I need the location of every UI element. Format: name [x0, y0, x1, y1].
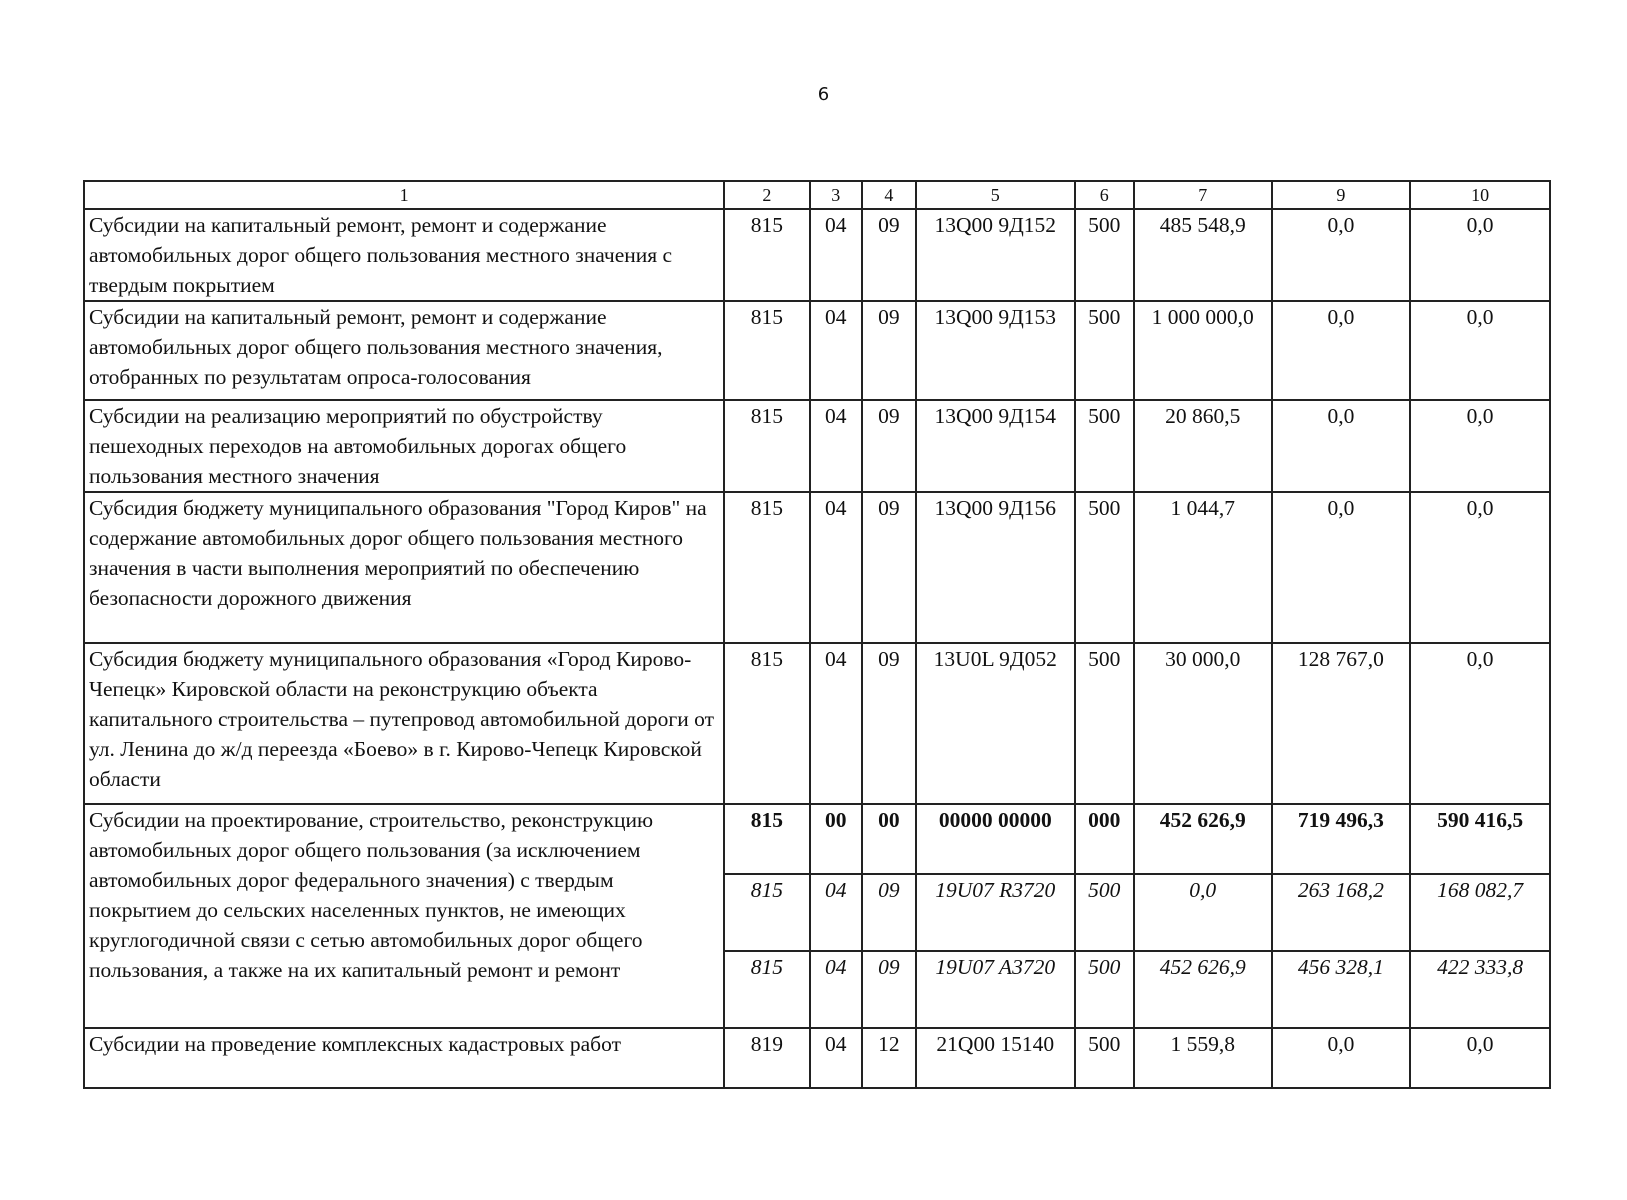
cell-section: 04: [810, 492, 862, 643]
cell-amount-col10: 590 416,5: [1410, 804, 1550, 874]
cell-expense-type: 500: [1075, 1028, 1134, 1088]
column-header-row: [84, 181, 1550, 209]
row-name: Субсидии на капитальный ремонт, ремонт и содержание автомобильных дорог общего пользования местного значения, отобранных по результатам опроса-голосования: [84, 301, 724, 400]
page-number: 6: [817, 84, 830, 105]
cell-amount-col9: 0,0: [1272, 400, 1411, 492]
cell-section: 00: [810, 804, 862, 874]
row-name: Субсидия бюджету муниципального образования "Город Киров" на содержание автомобильных дорог общего пользования местного значения в части выполнения мероприятий по обеспечению безопасности дорожного движения: [84, 492, 724, 643]
group-total-row: [84, 804, 1550, 874]
cell-expense-type: 500: [1075, 400, 1134, 492]
cell-expense-type: 500: [1075, 209, 1134, 301]
cell-target-article: 13Q00 9Д156: [916, 492, 1074, 643]
cell-subsection: 09: [862, 951, 916, 1028]
cell-admin-code: 815: [724, 492, 809, 643]
cell-amount-col10: 0,0: [1410, 400, 1550, 492]
cell-section: 04: [810, 400, 862, 492]
cell-admin-code: 815: [724, 951, 809, 1028]
table-row: [84, 492, 1550, 643]
cell-target-article: 13U0L 9Д052: [916, 643, 1074, 804]
cell-subsection: 09: [862, 400, 916, 492]
table-row: [84, 209, 1550, 301]
cell-amount-col10: 0,0: [1410, 1028, 1550, 1088]
cell-target-article: 19U07 R3720: [916, 874, 1074, 951]
table-row: [84, 1028, 1550, 1088]
cell-subsection: 09: [862, 874, 916, 951]
row-name: Субсидии на реализацию мероприятий по обустройству пешеходных переходов на автомобильных дорогах общего пользования местного значения: [84, 400, 724, 492]
cell-target-article: 13Q00 9Д152: [916, 209, 1074, 301]
cell-amount-col10: 0,0: [1410, 301, 1550, 400]
cell-amount-col9: 0,0: [1272, 492, 1411, 643]
table-row: [84, 301, 1550, 400]
cell-amount-col9: 128 767,0: [1272, 643, 1411, 804]
cell-admin-code: 815: [724, 301, 809, 400]
cell-amount-col7: 452 626,9: [1134, 951, 1272, 1028]
cell-amount-col7: 485 548,9: [1134, 209, 1272, 301]
cell-amount-col9: 0,0: [1272, 301, 1411, 400]
cell-subsection: 09: [862, 209, 916, 301]
table-row: [84, 643, 1550, 804]
cell-admin-code: 819: [724, 1028, 809, 1088]
cell-admin-code: 815: [724, 643, 809, 804]
cell-subsection: 09: [862, 492, 916, 643]
cell-target-article: 00000 00000: [916, 804, 1074, 874]
cell-amount-col9: 0,0: [1272, 1028, 1411, 1088]
cell-amount-col7: 0,0: [1134, 874, 1272, 951]
cell-section: 04: [810, 874, 862, 951]
cell-section: 04: [810, 1028, 862, 1088]
column-header: 4: [862, 181, 916, 209]
column-header: 10: [1410, 181, 1550, 209]
cell-amount-col9: 456 328,1: [1272, 951, 1411, 1028]
cell-target-article: 13Q00 9Д154: [916, 400, 1074, 492]
cell-section: 04: [810, 209, 862, 301]
cell-amount-col7: 452 626,9: [1134, 804, 1272, 874]
cell-admin-code: 815: [724, 804, 809, 874]
cell-section: 04: [810, 643, 862, 804]
cell-amount-col9: 0,0: [1272, 209, 1411, 301]
cell-amount-col7: 30 000,0: [1134, 643, 1272, 804]
table-row: [84, 400, 1550, 492]
column-header: 7: [1134, 181, 1272, 209]
cell-amount-col7: 1 000 000,0: [1134, 301, 1272, 400]
cell-target-article: 13Q00 9Д153: [916, 301, 1074, 400]
column-header: 2: [724, 181, 809, 209]
row-name: Субсидия бюджету муниципального образования «Город Кирово-Чепецк» Кировской области на реконструкцию объекта капитального строительства – путепровод автомобильной дороги от ул. Ленина до ж/д переезда «Боево» в г. Кирово-Чепецк Кировской области: [84, 643, 724, 804]
cell-amount-col9: 719 496,3: [1272, 804, 1411, 874]
cell-target-article: 21Q00 15140: [916, 1028, 1074, 1088]
cell-amount-col9: 263 168,2: [1272, 874, 1411, 951]
cell-section: 04: [810, 951, 862, 1028]
cell-section: 04: [810, 301, 862, 400]
cell-admin-code: 815: [724, 209, 809, 301]
cell-target-article: 19U07 A3720: [916, 951, 1074, 1028]
cell-expense-type: 000: [1075, 804, 1134, 874]
cell-expense-type: 500: [1075, 951, 1134, 1028]
column-header: 1: [84, 181, 724, 209]
column-header: 6: [1075, 181, 1134, 209]
cell-amount-col10: 0,0: [1410, 492, 1550, 643]
cell-amount-col10: 0,0: [1410, 643, 1550, 804]
cell-amount-col10: 0,0: [1410, 209, 1550, 301]
cell-amount-col7: 1 044,7: [1134, 492, 1272, 643]
cell-amount-col7: 20 860,5: [1134, 400, 1272, 492]
cell-admin-code: 815: [724, 400, 809, 492]
group-row-name: Субсидии на проектирование, строительство, реконструкцию автомобильных дорог общего пользования (за исключением автомобильных дорог федерального значения) с твердым покрытием до сельских населенных пунктов, не имеющих круглогодичной связи с сетью автомобильных дорог общего пользования, а также на их капитальный ремонт и ремонт: [84, 804, 724, 1028]
cell-amount-col7: 1 559,8: [1134, 1028, 1272, 1088]
column-header: 3: [810, 181, 862, 209]
cell-subsection: 00: [862, 804, 916, 874]
cell-expense-type: 500: [1075, 301, 1134, 400]
cell-expense-type: 500: [1075, 492, 1134, 643]
column-header: 9: [1272, 181, 1411, 209]
cell-subsection: 09: [862, 643, 916, 804]
budget-table: [83, 180, 1551, 1089]
cell-expense-type: 500: [1075, 874, 1134, 951]
cell-amount-col10: 422 333,8: [1410, 951, 1550, 1028]
cell-subsection: 12: [862, 1028, 916, 1088]
cell-amount-col10: 168 082,7: [1410, 874, 1550, 951]
cell-subsection: 09: [862, 301, 916, 400]
cell-admin-code: 815: [724, 874, 809, 951]
row-name: Субсидии на проведение комплексных кадастровых работ: [84, 1028, 724, 1088]
cell-expense-type: 500: [1075, 643, 1134, 804]
row-name: Субсидии на капитальный ремонт, ремонт и содержание автомобильных дорог общего пользования местного значения с твердым покрытием: [84, 209, 724, 301]
column-header: 5: [916, 181, 1074, 209]
